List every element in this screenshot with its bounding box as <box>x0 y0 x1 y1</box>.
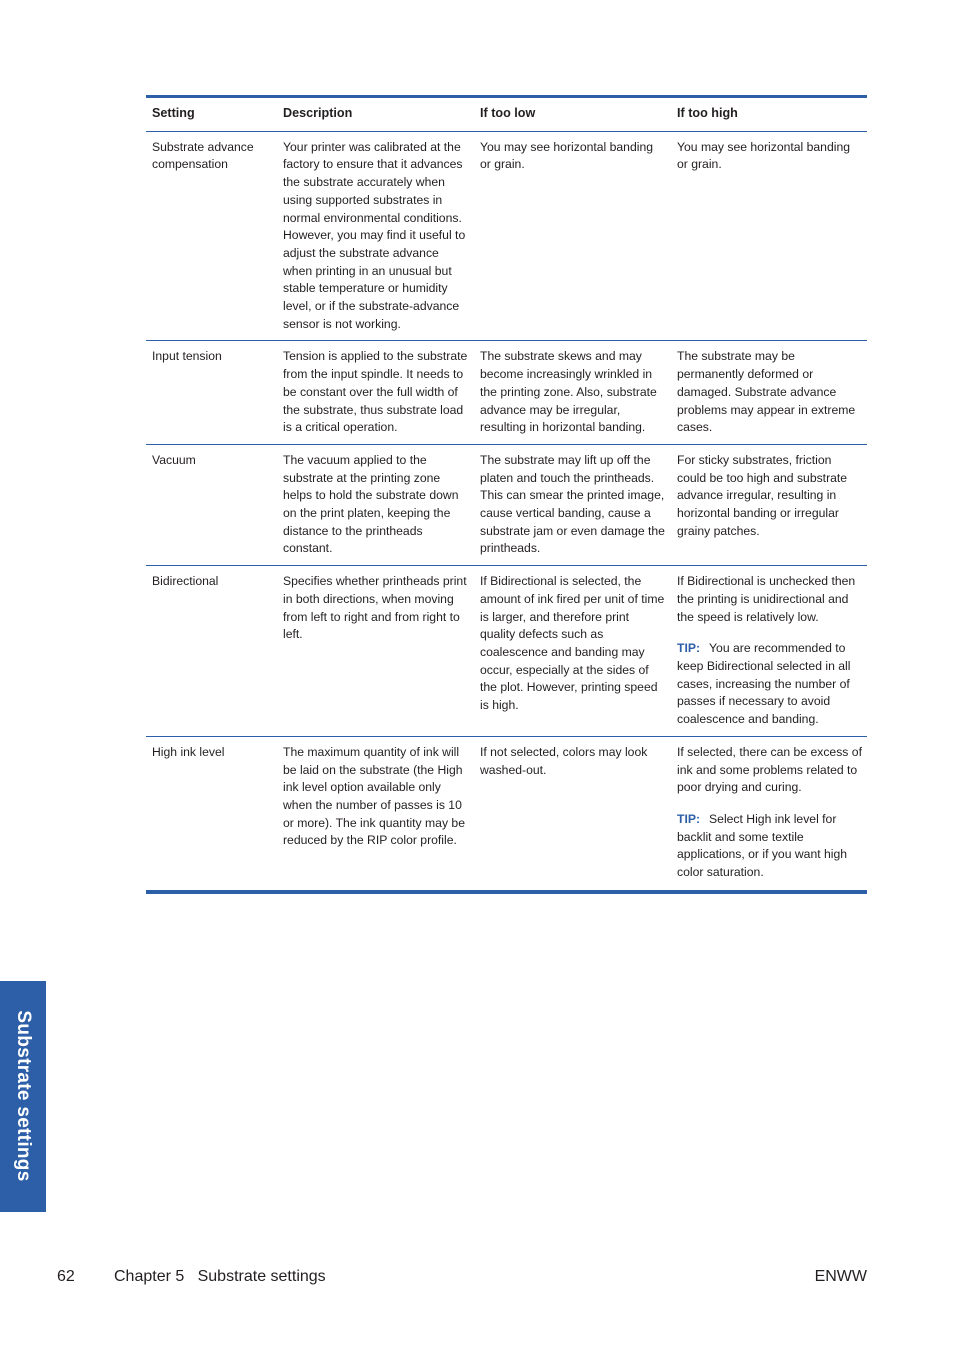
tip-label: TIP: <box>677 811 701 826</box>
setting-cell: Substrate advance compensation <box>146 131 277 341</box>
header-setting: Setting <box>146 97 277 132</box>
description-cell: The maximum quantity of ink will be laid on the substrate (the High ink level option available only when the number of passes is 10 or more). The ink quantity may be reduced by the RIP color profile. <box>277 736 474 891</box>
page-number: 62 <box>57 1268 75 1285</box>
side-tab-label: Substrate settings <box>13 1010 34 1182</box>
footer-locale-label: ENWW <box>814 1268 867 1285</box>
setting-cell: Bidirectional <box>146 566 277 737</box>
too-low-cell: The substrate may lift up off the platen and touch the printheads. This can smear the printed image, cause vertical banding, cause a substrate jam or even damage the printheads. <box>474 444 671 565</box>
chapter-title: Chapter 5 Substrate settings <box>114 1268 326 1285</box>
chapter-side-tab <box>0 981 46 1212</box>
description-cell: Your printer was calibrated at the factory to ensure that it advances the substrate accurately when using supported substrates in normal environmental conditions. However, you may find it useful to adjust the substrate advance when printing in an unusual but stable temperature or humidity level, or if the substrate-advance sensor is not working. <box>277 131 474 341</box>
description-cell: Tension is applied to the substrate from the input spindle. It needs to be constant over the full width of the substrate, thus substrate load is a critical operation. <box>277 341 474 445</box>
tip-label: TIP: <box>677 641 701 656</box>
table-body <box>146 131 867 892</box>
page-footer-left <box>57 1268 326 1286</box>
setting-cell: Vacuum <box>146 444 277 565</box>
table-row <box>146 444 867 565</box>
tip-text: Select High ink level for backlit and some textile applications, or if you want high color saturation. <box>677 811 848 880</box>
too-low-cell: You may see horizontal banding or grain. <box>474 131 671 341</box>
setting-cell: High ink level <box>146 736 277 891</box>
too-low-cell: If Bidirectional is selected, the amount of ink fired per unit of time is larger, and therefore print quality defects such as coalescence and banding may occur, especially at the sides of the plot. However, printing speed is high. <box>474 566 671 737</box>
description-cell: The vacuum applied to the substrate at the printing zone helps to hold the substrate down on the print platen, keeping the distance to the printheads constant. <box>277 444 474 565</box>
header-if-too-low: If too low <box>474 97 671 132</box>
table-row <box>146 566 867 737</box>
settings-table <box>146 95 867 894</box>
description-cell: Specifies whether printheads print in both directions, when moving from left to right and from right to left. <box>277 566 474 737</box>
too-high-cell: The substrate may be permanently deformed or damaged. Substrate advance problems may appear in extreme cases. <box>671 341 867 445</box>
tip-note <box>677 640 863 729</box>
too-high-cell <box>671 566 867 737</box>
too-high-cell: You may see horizontal banding or grain. <box>671 131 867 341</box>
header-if-too-high: If too high <box>671 97 867 132</box>
header-description: Description <box>277 97 474 132</box>
tip-text: You are recommended to keep Bidirectional selected in all cases, increasing the number of passes if necessary to avoid coalescence and banding. <box>677 641 851 727</box>
too-high-cell: For sticky substrates, friction could be too high and substrate advance irregular, resulting in horizontal banding or irregular grainy patches. <box>671 444 867 565</box>
too-low-cell: If not selected, colors may look washed-out. <box>474 736 671 891</box>
table-row <box>146 736 867 891</box>
header-row <box>146 97 867 132</box>
settings-table-container <box>146 95 867 894</box>
too-low-cell: The substrate skews and may become increasingly wrinkled in the printing zone. Also, substrate advance may be irregular, resulting in horizontal banding. <box>474 341 671 445</box>
setting-cell: Input tension <box>146 341 277 445</box>
table-row <box>146 131 867 341</box>
too-high-text: If selected, there can be excess of ink and some problems related to poor drying and curing. <box>677 744 862 795</box>
table-row <box>146 341 867 445</box>
tip-note <box>677 811 863 882</box>
too-high-cell <box>671 736 867 891</box>
table-header <box>146 97 867 132</box>
too-high-text: If Bidirectional is unchecked then the printing is unidirectional and the speed is relatively low. <box>677 574 856 624</box>
